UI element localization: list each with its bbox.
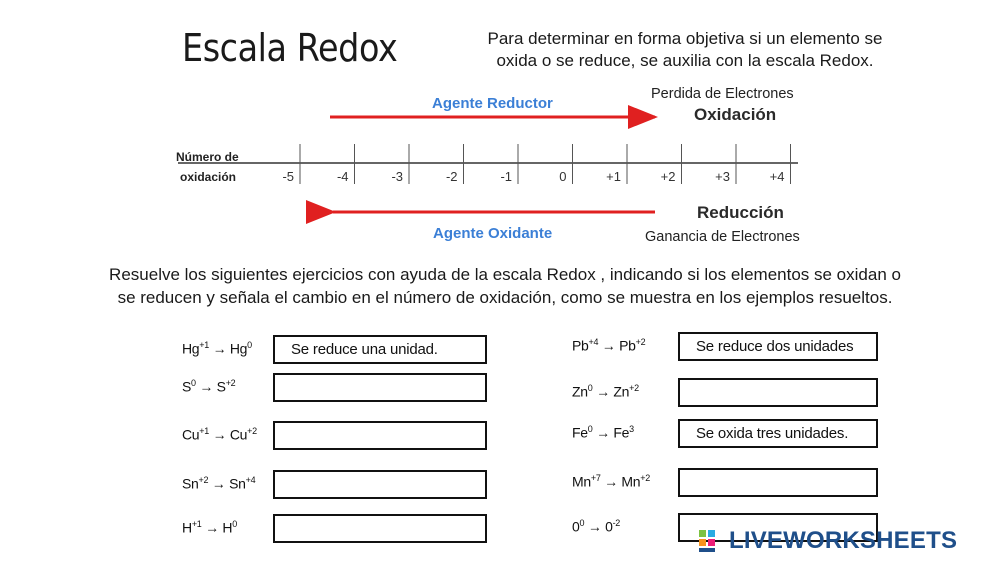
- product-symbol: 0: [605, 518, 613, 535]
- axis-label-line-2: oxidación: [180, 170, 237, 184]
- axis-tick-label: 0: [559, 169, 567, 184]
- answer-field[interactable]: [678, 468, 878, 497]
- reactant-symbol: Pb: [572, 337, 589, 354]
- reactant-charge: +7: [590, 473, 601, 483]
- reaction-arrow-icon: →: [199, 378, 214, 395]
- product-charge: +2: [629, 383, 639, 393]
- product-symbol: Hg: [229, 340, 248, 357]
- oxidizing-agent-label: Agente Oxidante: [433, 225, 553, 242]
- reactant-charge: +4: [588, 337, 599, 347]
- intro-line-1: Para determinar en forma objetiva si un elemento se: [487, 29, 883, 48]
- product-symbol: Zn: [613, 383, 630, 400]
- answer-field[interactable]: Se oxida tres unidades.: [678, 419, 878, 448]
- electron-loss-note: Perdida de Electrones: [651, 86, 794, 102]
- reaction-arrow-icon: →: [596, 383, 610, 400]
- product-symbol: Mn: [621, 473, 641, 490]
- reactant-charge: 0: [587, 424, 593, 434]
- reactant-symbol: Mn: [572, 473, 591, 490]
- brand-name: LIVEWORKSHEETS: [729, 527, 958, 554]
- axis-tick-label: -5: [282, 169, 294, 184]
- answer-field[interactable]: [273, 470, 487, 499]
- reactant-symbol: Hg: [182, 340, 200, 357]
- reaction-formula: [182, 426, 257, 443]
- axis-tick-label: -1: [500, 169, 512, 184]
- product-charge: 3: [629, 424, 634, 434]
- answer-field[interactable]: [273, 373, 487, 402]
- reaction-arrow-icon: →: [596, 424, 610, 441]
- reactant-symbol: Sn: [182, 475, 199, 492]
- reactant-symbol: Fe: [572, 424, 588, 441]
- reactant-symbol: H: [182, 519, 192, 536]
- product-charge: 0: [232, 519, 237, 529]
- product-symbol: Pb: [619, 337, 636, 354]
- product-symbol: Sn: [229, 475, 246, 492]
- reaction-formula: [572, 383, 639, 400]
- axis-label-line-1: Número de: [176, 150, 239, 164]
- reactant-symbol: S: [182, 378, 192, 395]
- reaction-arrow-icon: →: [604, 473, 618, 490]
- reaction-formula: [182, 475, 255, 492]
- reactant-symbol: Zn: [572, 383, 588, 400]
- axis-tick-label: +2: [660, 169, 676, 184]
- product-symbol: Fe: [613, 424, 630, 441]
- instructions-line-1: Resuelve los siguientes ejercicios con ayuda de la escala Redox , indicando si los elementos se oxidan o: [109, 265, 901, 284]
- instructions-line-2: se reducen y señala el cambio en el número de oxidación, como se muestra en los ejemplos resueltos.: [117, 288, 893, 307]
- product-symbol: H: [222, 519, 233, 536]
- product-symbol: Cu: [229, 426, 248, 443]
- axis-tick-label: +3: [715, 169, 730, 184]
- answer-field[interactable]: [678, 378, 878, 407]
- brand-watermark: [698, 527, 957, 555]
- reaction-formula: [572, 473, 650, 490]
- reaction-formula: [182, 519, 237, 536]
- liveworksheets-logo-icon: [698, 529, 726, 553]
- reactant-charge: +1: [199, 426, 209, 436]
- reduction-label: Reducción: [697, 203, 784, 222]
- reactant-symbol: Cu: [182, 426, 200, 443]
- axis-tick-label: -3: [391, 169, 403, 184]
- reactant-symbol: 0: [572, 518, 580, 535]
- reactant-charge: 0: [579, 518, 585, 528]
- reaction-formula: [182, 340, 252, 357]
- intro-line-2: oxida o se reduce, se auxilia con la escala Redox.: [496, 51, 874, 70]
- reducing-agent-label: Agente Reductor: [432, 95, 553, 112]
- product-charge: +2: [635, 337, 646, 347]
- reaction-formula: [572, 337, 645, 354]
- answer-field[interactable]: [273, 421, 487, 450]
- reaction-formula: [572, 518, 620, 535]
- axis-tick-label: -4: [336, 169, 349, 184]
- reaction-arrow-icon: →: [211, 475, 226, 492]
- product-charge: +2: [247, 426, 257, 436]
- product-symbol: S: [216, 378, 226, 395]
- reactant-charge: 0: [587, 383, 593, 393]
- reactant-charge: 0: [191, 378, 196, 388]
- product-charge: 0: [247, 340, 252, 350]
- product-charge: -2: [612, 518, 621, 528]
- reactant-charge: +1: [191, 519, 202, 529]
- reaction-formula: [182, 378, 235, 395]
- redox-scale-diagram: [0, 0, 1000, 250]
- oxidation-label: Oxidación: [694, 105, 777, 124]
- reaction-arrow-icon: →: [212, 340, 227, 357]
- oxidation-number-axis: [178, 144, 798, 184]
- instructions-text: [40, 263, 970, 309]
- product-charge: +2: [225, 378, 236, 388]
- electron-gain-note: Ganancia de Electrones: [645, 229, 800, 245]
- reaction-arrow-icon: →: [205, 519, 219, 536]
- reactant-charge: +2: [198, 475, 209, 485]
- reaction-formula: [572, 424, 634, 441]
- axis-tick-label: -2: [445, 169, 458, 184]
- reaction-arrow-icon: →: [601, 337, 616, 354]
- axis-tick-label: +1: [606, 169, 621, 184]
- page-title: Escala Redox: [182, 26, 398, 70]
- axis-tick-label: +4: [769, 169, 785, 184]
- answer-field[interactable]: Se reduce dos unidades: [678, 332, 878, 361]
- product-charge: +2: [640, 473, 650, 483]
- reactant-charge: +1: [199, 340, 209, 350]
- answer-field[interactable]: [273, 514, 487, 543]
- answer-field[interactable]: Se reduce una unidad.: [273, 335, 487, 364]
- reaction-arrow-icon: →: [212, 426, 227, 443]
- reaction-arrow-icon: →: [587, 518, 602, 535]
- product-charge: +4: [245, 475, 256, 485]
